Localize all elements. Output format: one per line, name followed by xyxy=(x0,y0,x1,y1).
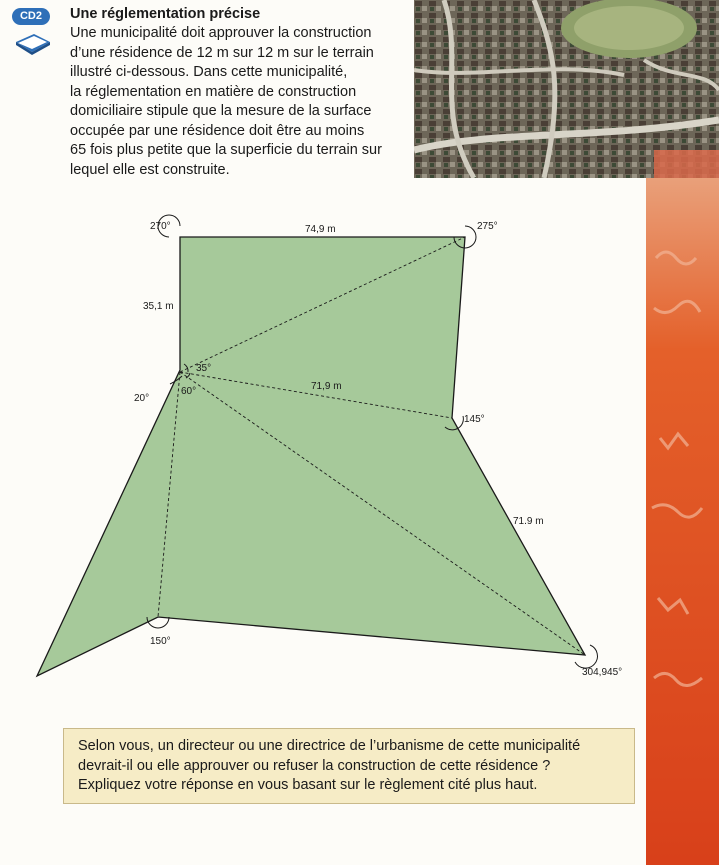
angle-label-150: 150° xyxy=(150,636,171,647)
intro-line: 65 fois plus petite que la superficie du terrain sur xyxy=(70,142,382,158)
decorative-side-strip xyxy=(646,178,719,865)
angle-label-top-right: 275° xyxy=(477,221,498,232)
angle-label-145: 145° xyxy=(464,414,485,425)
angle-label-20: 20° xyxy=(134,393,150,404)
side-label-left: 35,1 m xyxy=(143,301,174,312)
land-plot-shape xyxy=(37,237,585,676)
question-line: devrait-il ou elle approuver ou refuser la construction de cette résidence ? xyxy=(78,757,551,774)
land-plot-diagram xyxy=(0,180,646,700)
intro-line: domiciliaire stipule que la mesure de la surface xyxy=(70,103,372,119)
aerial-photo xyxy=(414,0,719,178)
side-label-top: 74,9 m xyxy=(305,224,336,235)
question-box xyxy=(63,728,635,804)
intro-line: illustré ci-dessous. Dans cette municipalité, xyxy=(70,64,348,80)
intro-line: occupée par une résidence doit être au moins xyxy=(70,122,365,139)
angle-label-bottom-right: 304,945° xyxy=(582,667,623,678)
angle-label-60: 60° xyxy=(181,386,197,397)
intro-paragraph xyxy=(70,24,410,180)
angle-label-35: 35° xyxy=(196,363,212,374)
intro-line: la réglementation en matière de construction xyxy=(70,83,357,100)
intro-line: lequel elle est construite. xyxy=(70,161,230,178)
cd-badge: CD2 xyxy=(12,8,50,25)
intro-line: d’une résidence de 12 m sur 12 m sur le terrain xyxy=(70,44,374,61)
diagonal-label: 71,9 m xyxy=(311,381,342,392)
question-line: Selon vous, un directeur ou une directrice de l’urbanisme de cette municipalité xyxy=(78,738,581,754)
side-label-right: 71.9 m xyxy=(513,516,544,527)
question-line: Expliquez votre réponse en vous basant sur le règlement cité plus haut. xyxy=(78,777,538,793)
angle-label-top-left: 270° xyxy=(150,221,171,232)
section-title: Une réglementation précise xyxy=(70,6,261,22)
intro-line: Une municipalité doit approuver la construction xyxy=(70,25,372,41)
question-text xyxy=(78,737,622,796)
book-icon xyxy=(14,32,52,56)
